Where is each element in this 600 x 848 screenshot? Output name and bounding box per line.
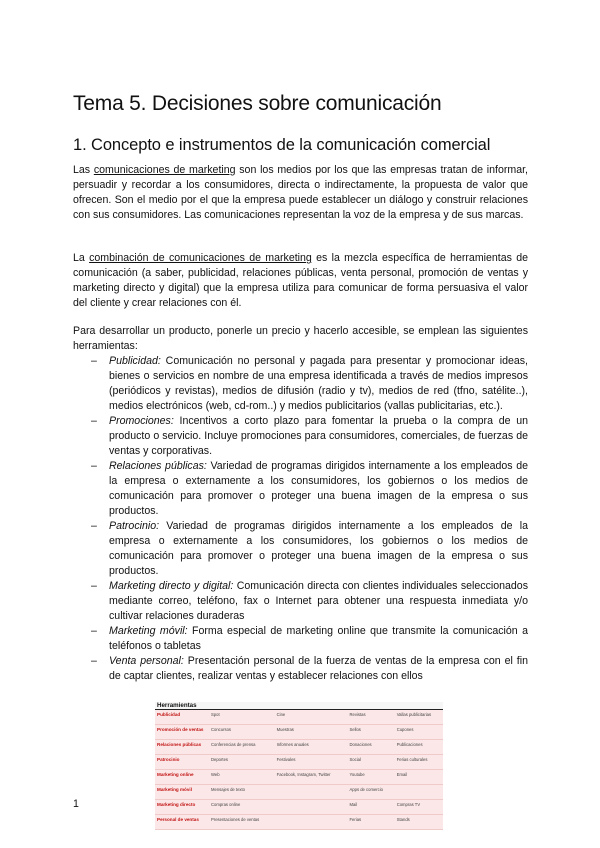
tool-term: Relaciones públicas: xyxy=(109,460,207,472)
tool-description: Incentivos a corto plazo para fomentar la prueba o la compra de un producto o servicio. Incluye promociones para consumidores, comerciales, de fuerzas de ventas y corporativas. xyxy=(109,415,528,457)
table-cell: Sellos xyxy=(348,725,395,740)
table-cell xyxy=(275,800,348,815)
p2-text-post: es la mezcla específica de herramientas de comunicación (a saber, publicidad, relaciones públicas, venta personal, promoción de ventas y marketing directo y digital) que la empresa utiliza para comunicar de forma persuasiva el valor del cliente y crear relaciones con él. xyxy=(73,252,528,309)
p1-underlined-term: comunicaciones de marketing xyxy=(93,164,236,176)
paragraph-1 xyxy=(73,163,528,223)
table-cell: Ferias culturales xyxy=(395,755,443,770)
table-cell: Informes anuales xyxy=(275,740,348,755)
table-cell: Compras online xyxy=(209,800,275,815)
table-row-label: Marketing móvil xyxy=(155,785,209,800)
table-cell: Muestras xyxy=(275,725,348,740)
table-row-label: Publicidad xyxy=(155,710,209,725)
table-cell: Concursos xyxy=(209,725,275,740)
table-row-label: Relaciones públicas xyxy=(155,740,209,755)
list-item xyxy=(73,519,528,579)
table-cell: Youtube xyxy=(348,770,395,785)
table-cell: Web xyxy=(209,770,275,785)
table-cell: Spot xyxy=(209,710,275,725)
dash-bullet-icon: – xyxy=(91,460,97,472)
table-cell: Donaciones xyxy=(348,740,395,755)
tool-term: Patrocinio: xyxy=(109,520,160,532)
paragraph-2 xyxy=(73,251,528,311)
dash-bullet-icon: – xyxy=(91,625,97,637)
table-cell xyxy=(275,815,348,830)
tool-term: Venta personal: xyxy=(109,655,184,667)
table-cell: Compras TV xyxy=(395,800,443,815)
table-cell: Ferias xyxy=(348,815,395,830)
page-number: 1 xyxy=(73,798,79,810)
table-row-label: Promoción de ventas xyxy=(155,725,209,740)
table-row-label: Personal de ventas xyxy=(155,815,209,830)
dash-bullet-icon: – xyxy=(91,655,97,667)
p1-text-pre: Las xyxy=(73,164,94,176)
p1-text-post: son los medios por los que las empresas tratan de informar, persuadir y recordar a los consumidores, directa o indirectamente, la propuesta de valor que ofrecen. Son el medio por el que la empresa puede establecer un diálogo y construir relaciones con sus consumidores. Las comunicaciones representan la voz de la empresa y de sus marcas. xyxy=(73,164,528,221)
page-title: Tema 5. Decisiones sobre comunicación xyxy=(73,92,442,115)
section-heading: 1. Concepto e instrumentos de la comunicación comercial xyxy=(73,136,491,154)
tool-description: Presentación personal de la fuerza de ventas de la empresa con el fin de captar clientes, realizar ventas y establecer relaciones con ellos xyxy=(109,655,528,682)
tool-description: Forma especial de marketing online que transmite la comunicación a teléfonos o tabletas xyxy=(109,625,528,652)
table-cell: Cine xyxy=(275,710,348,725)
list-item xyxy=(73,354,528,414)
list-item xyxy=(73,624,528,654)
dash-bullet-icon: – xyxy=(91,355,97,367)
paragraph-3: Para desarrollar un producto, ponerle un precio y hacerlo accesible, se emplean las siguientes herramientas: xyxy=(73,325,528,352)
table-cell: Social xyxy=(348,755,395,770)
table-cell: Presentaciones de ventas xyxy=(209,815,275,830)
tool-term: Promociones: xyxy=(109,415,174,427)
table-cell: Revistas xyxy=(348,710,395,725)
dash-bullet-icon: – xyxy=(91,520,97,532)
table-cell: Vallas publicitarias xyxy=(395,710,443,725)
table-cell: Apps de comercio xyxy=(348,785,395,800)
list-item xyxy=(73,459,528,519)
table-row xyxy=(155,800,443,815)
list-item xyxy=(73,414,528,459)
dash-bullet-icon: – xyxy=(91,415,97,427)
table-row-label: Marketing directo xyxy=(155,800,209,815)
table-cell: Mail xyxy=(348,800,395,815)
table-cell xyxy=(395,785,443,800)
tool-description: Variedad de programas dirigidos internamente a los empleados de la empresa o externamente a los consumidores, los gobiernos o los medios de comunicación para promover o proteger una buena imagen de la empresa o sus productos. xyxy=(109,520,528,577)
table-cell: Cupones xyxy=(395,725,443,740)
tools-list xyxy=(73,354,528,684)
tool-description: Variedad de programas dirigidos internamente a los empleados de la empresa o externamente a los consumidores, los gobiernos o los medios de comunicación para promover o proteger una buena imagen de la empresa o sus productos. xyxy=(109,460,529,517)
tool-term: Marketing móvil: xyxy=(109,625,188,637)
tool-description: Comunicación directa con clientes individuales seleccionados mediante correo, teléfono, fax o Internet para obtener una respuesta inmediata y/o cultivar relaciones duraderas xyxy=(109,580,528,622)
table-row-label: Patrocinio xyxy=(155,755,209,770)
tool-term: Marketing directo y digital: xyxy=(109,580,234,592)
tools-table xyxy=(155,702,443,830)
table-cell xyxy=(275,785,348,800)
table-row xyxy=(155,740,443,755)
table-cell: Conferencias de prensa xyxy=(209,740,275,755)
p2-text-pre: La xyxy=(73,252,90,264)
table-row xyxy=(155,710,443,725)
table-cell: Facebook, Instagram, Twitter xyxy=(275,770,348,785)
table-row xyxy=(155,725,443,740)
table-cell: Festivales xyxy=(275,755,348,770)
table-cell: Deportes xyxy=(209,755,275,770)
table-row xyxy=(155,815,443,830)
table-row xyxy=(155,785,443,800)
table-cell: Mensajes de texto xyxy=(209,785,275,800)
dash-bullet-icon: – xyxy=(91,580,97,592)
table-row-label: Marketing online xyxy=(155,770,209,785)
table-cell: Publicaciones xyxy=(395,740,443,755)
p2-underlined-term: combinación de comunicaciones de marketing xyxy=(89,252,312,264)
table-cell: Email xyxy=(395,770,443,785)
table-row xyxy=(155,770,443,785)
tool-description: Comunicación no personal y pagada para presentar y promocionar ideas, bienes o servicios en nombre de una empresa identificada a través de medios impresos (periódicos y revistas), medios de difusión (radio y tv), medios de red (tfno, satélite..), medios electrónicos (web, cd-rom..) y medios publicitarios (vallas publicitarias, etc.). xyxy=(109,355,528,412)
table-header: Herramientas xyxy=(155,702,443,710)
list-item xyxy=(73,654,528,684)
list-item xyxy=(73,579,528,624)
table-row xyxy=(155,755,443,770)
table-cell: Stands xyxy=(395,815,443,830)
tool-term: Publicidad: xyxy=(109,355,161,367)
